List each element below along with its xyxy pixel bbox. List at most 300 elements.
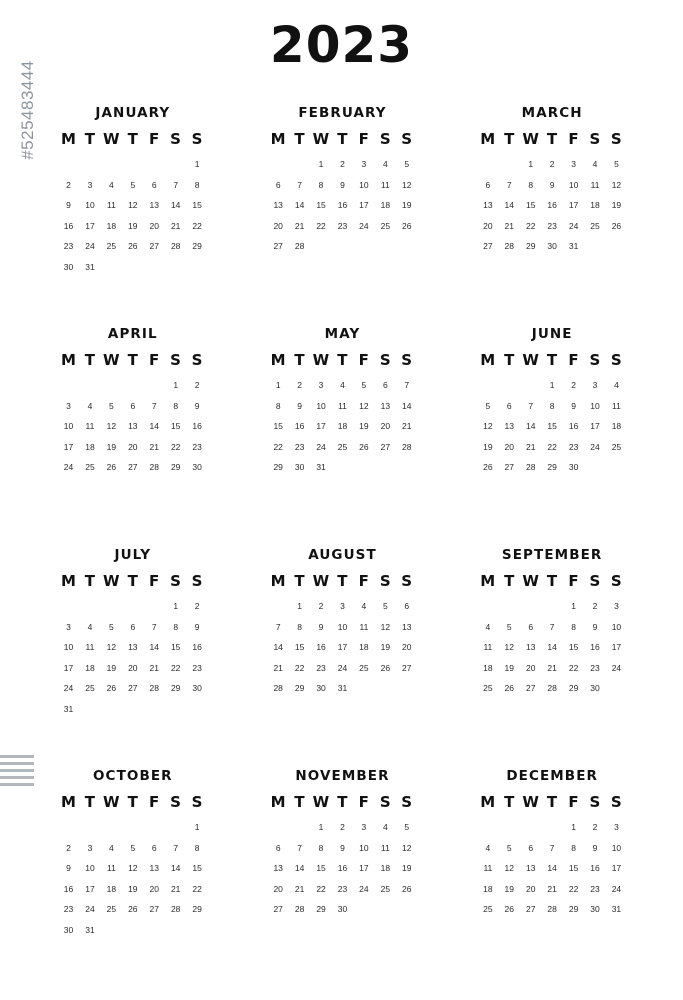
month-name: NOVEMBER (295, 768, 390, 784)
day-cell: 3 (614, 601, 619, 611)
day-cell: 8 (275, 400, 281, 411)
day-cell: 3 (66, 621, 71, 632)
day-cell: 15 (316, 863, 326, 873)
weekday-header: F (149, 793, 160, 811)
day-cell: 4 (87, 621, 93, 632)
day-cell: 1 (528, 159, 534, 169)
day-cell: 5 (130, 179, 136, 190)
day-cell: 25 (483, 904, 493, 914)
day-cell: 30 (547, 241, 557, 251)
day-cell: 9 (549, 179, 555, 190)
day-cell: 28 (547, 683, 557, 693)
month-block (449, 547, 655, 768)
day-cell: 5 (506, 842, 512, 853)
day-cell: 30 (192, 683, 202, 693)
weekday-header: W (522, 793, 540, 811)
day-cell: 23 (590, 883, 600, 894)
day-cell-empty (477, 375, 498, 396)
weekday-header: W (312, 793, 330, 811)
day-cell: 13 (149, 863, 159, 873)
day-cell: 19 (483, 441, 493, 452)
day-cell: 28 (149, 683, 159, 693)
day-cell: 25 (106, 241, 117, 251)
page-title: 2023 (269, 16, 414, 74)
month-days-grid (477, 817, 627, 920)
day-cell: 1 (571, 601, 576, 611)
day-cell: 5 (109, 400, 114, 411)
day-cell: 13 (504, 421, 515, 431)
day-cell: 24 (85, 241, 95, 251)
day-cell: 27 (128, 462, 138, 472)
weekday-header: T (294, 793, 305, 811)
day-cell: 10 (611, 621, 622, 632)
day-cell-empty (477, 596, 498, 617)
weekday-header-row (58, 793, 208, 811)
day-cell: 6 (130, 621, 136, 632)
weekday-header: F (149, 130, 160, 148)
day-cell: 21 (294, 883, 305, 894)
weekday-header: T (84, 793, 96, 811)
day-cell: 1 (571, 822, 576, 832)
day-cell: 27 (128, 683, 138, 693)
day-cell: 2 (297, 380, 302, 390)
weekday-header: S (589, 572, 601, 590)
day-cell-empty (122, 817, 143, 838)
day-cell: 2 (66, 179, 71, 190)
day-cell: 20 (525, 662, 536, 673)
day-cell: 1 (173, 601, 179, 611)
month-name: MAY (324, 326, 361, 342)
day-cell: 21 (525, 441, 536, 452)
day-cell: 25 (590, 220, 600, 231)
weekday-header: F (149, 572, 160, 590)
weekday-header: M (270, 572, 286, 590)
day-cell: 9 (592, 842, 598, 853)
weekday-header: M (60, 351, 77, 369)
day-cell: 16 (316, 642, 326, 652)
day-cell: 31 (63, 703, 74, 714)
month-name: JANUARY (95, 105, 171, 121)
day-cell-empty (144, 596, 165, 617)
weekday-header: M (480, 572, 496, 590)
month-block (449, 326, 655, 547)
weekday-header: T (504, 351, 515, 369)
day-cell: 7 (506, 179, 512, 190)
day-cell: 18 (85, 441, 95, 452)
day-cell-empty (267, 596, 288, 617)
day-cell: 15 (294, 642, 305, 652)
day-cell: 2 (318, 601, 324, 611)
day-cell-empty (58, 375, 79, 396)
day-cell: 27 (525, 904, 536, 914)
weekday-header-row (58, 130, 208, 148)
day-cell-empty (101, 154, 122, 175)
weekday-header-row (477, 793, 627, 811)
day-cell: 26 (611, 220, 622, 231)
day-cell-empty (499, 154, 520, 175)
weekday-header: T (294, 351, 305, 369)
day-cell-empty (541, 817, 562, 838)
day-cell-empty (101, 375, 122, 396)
day-cell: 12 (611, 179, 622, 190)
day-cell: 24 (590, 441, 600, 452)
day-cell: 22 (525, 220, 536, 231)
day-cell: 12 (359, 400, 369, 411)
day-cell: 23 (547, 220, 557, 231)
day-cell: 30 (590, 904, 600, 914)
day-cell: 2 (549, 159, 555, 169)
day-cell: 3 (361, 822, 367, 832)
day-cell: 3 (87, 179, 93, 190)
weekday-header: T (546, 130, 558, 148)
day-cell: 24 (63, 462, 74, 472)
day-cell: 5 (404, 159, 410, 169)
day-cell: 28 (149, 462, 159, 472)
day-cell: 19 (106, 662, 117, 673)
day-cell: 26 (128, 241, 138, 251)
weekday-header: T (337, 793, 348, 811)
day-cell: 3 (66, 400, 71, 411)
day-cell: 17 (590, 421, 600, 431)
day-cell: 15 (273, 421, 283, 431)
day-cell: 26 (504, 904, 515, 914)
day-cell: 21 (547, 662, 557, 673)
weekday-header: W (312, 130, 330, 148)
day-cell: 20 (149, 220, 159, 231)
day-cell: 22 (568, 662, 579, 673)
day-cell: 22 (170, 441, 181, 452)
day-cell: 28 (547, 904, 557, 914)
day-cell: 4 (614, 380, 619, 390)
day-cell: 28 (273, 683, 283, 693)
day-cell: 20 (525, 883, 536, 894)
day-cell: 25 (611, 441, 622, 452)
weekday-header: S (191, 351, 203, 369)
month-days-grid (267, 817, 417, 920)
weekday-header-row (477, 351, 627, 369)
day-cell: 1 (318, 159, 324, 169)
day-cell: 7 (173, 179, 179, 190)
weekday-header: M (480, 793, 496, 811)
weekday-header: S (379, 351, 391, 369)
day-cell: 20 (504, 441, 515, 452)
day-cell: 26 (359, 441, 369, 452)
day-cell: 25 (337, 441, 348, 452)
day-cell: 17 (611, 642, 622, 652)
day-cell: 23 (63, 904, 74, 914)
day-cell: 29 (192, 241, 202, 251)
day-cell: 21 (170, 883, 181, 894)
weekday-header: T (337, 572, 348, 590)
day-cell: 15 (568, 642, 579, 652)
day-cell: 14 (149, 421, 159, 431)
day-cell: 22 (316, 883, 326, 894)
day-cell: 7 (297, 179, 302, 190)
day-cell-empty (58, 596, 79, 617)
day-cell: 29 (525, 241, 536, 251)
day-cell: 19 (504, 662, 515, 673)
day-cell-empty (79, 596, 100, 617)
day-cell: 1 (194, 822, 200, 832)
weekday-header: S (170, 793, 182, 811)
day-cell-empty (499, 817, 520, 838)
day-cell-empty (165, 154, 186, 175)
month-name: DECEMBER (506, 768, 599, 784)
weekday-header: S (379, 572, 391, 590)
day-cell: 4 (361, 601, 367, 611)
day-cell: 6 (275, 842, 281, 853)
weekday-header: S (191, 130, 203, 148)
day-cell: 18 (380, 863, 391, 873)
day-cell: 27 (380, 441, 391, 452)
day-cell: 3 (318, 380, 324, 390)
weekday-header: T (127, 130, 139, 148)
weekday-header: S (589, 351, 601, 369)
day-cell: 22 (316, 220, 326, 231)
month-name: JULY (114, 547, 152, 563)
weekday-header: T (84, 130, 96, 148)
weekday-header-row (267, 130, 417, 148)
day-cell: 10 (337, 621, 348, 632)
day-cell: 10 (85, 200, 95, 210)
day-cell: 29 (170, 462, 181, 472)
day-cell: 15 (525, 200, 536, 210)
day-cell: 3 (592, 380, 598, 390)
day-cell: 18 (337, 421, 348, 431)
day-cell: 27 (273, 241, 283, 251)
day-cell: 31 (85, 261, 95, 272)
day-cell: 25 (380, 883, 391, 894)
day-cell: 9 (66, 200, 71, 210)
day-cell: 16 (294, 421, 305, 431)
day-cell: 15 (547, 421, 557, 431)
day-cell: 15 (170, 642, 181, 652)
month-days-grid (58, 596, 208, 719)
day-cell: 3 (361, 159, 367, 169)
day-cell: 20 (128, 441, 138, 452)
day-cell: 25 (85, 683, 95, 693)
month-block (30, 768, 236, 989)
day-cell: 19 (359, 421, 369, 431)
day-cell: 23 (337, 883, 348, 894)
day-cell: 4 (485, 842, 491, 853)
day-cell-empty (122, 375, 143, 396)
day-cell: 28 (525, 462, 536, 472)
day-cell: 10 (611, 842, 622, 853)
day-cell-empty (477, 817, 498, 838)
day-cell: 26 (483, 462, 493, 472)
day-cell: 1 (549, 380, 555, 390)
day-cell: 7 (297, 842, 302, 853)
weekday-header: T (504, 572, 515, 590)
month-days-grid (58, 154, 208, 277)
day-cell: 11 (380, 179, 390, 190)
day-cell: 21 (149, 441, 159, 452)
weekday-header: T (294, 130, 305, 148)
day-cell: 16 (63, 883, 74, 894)
day-cell: 30 (192, 462, 202, 472)
weekday-header: M (480, 351, 496, 369)
day-cell: 19 (504, 883, 515, 894)
day-cell-empty (101, 596, 122, 617)
day-cell: 22 (192, 220, 202, 231)
day-cell: 4 (340, 380, 345, 390)
day-cell: 16 (63, 220, 74, 231)
day-cell: 5 (382, 601, 388, 611)
day-cell: 21 (547, 883, 557, 894)
day-cell: 23 (590, 662, 600, 673)
day-cell: 10 (85, 863, 95, 873)
day-cell: 24 (359, 883, 369, 894)
month-name: OCTOBER (92, 768, 173, 784)
weekday-header: S (191, 572, 203, 590)
day-cell: 27 (149, 241, 159, 251)
weekday-header: F (568, 351, 579, 369)
day-cell: 21 (170, 220, 181, 231)
weekday-header: F (358, 572, 370, 590)
month-days-grid (58, 817, 208, 940)
day-cell: 18 (85, 662, 95, 673)
day-cell: 10 (359, 842, 369, 853)
day-cell: 18 (106, 220, 117, 231)
weekday-header: S (170, 130, 182, 148)
weekday-header-row (267, 793, 417, 811)
day-cell: 24 (359, 220, 369, 231)
day-cell: 5 (130, 842, 136, 853)
weekday-header: M (270, 793, 286, 811)
day-cell: 14 (504, 200, 515, 210)
day-cell: 2 (592, 601, 598, 611)
day-cell: 24 (63, 683, 74, 693)
day-cell: 27 (504, 462, 515, 472)
day-cell: 19 (402, 200, 412, 210)
day-cell: 23 (337, 220, 348, 231)
day-cell: 3 (571, 159, 576, 169)
day-cell: 8 (318, 179, 324, 190)
day-cell: 29 (170, 683, 181, 693)
day-cell-empty (165, 817, 186, 838)
day-cell: 12 (128, 200, 138, 210)
month-block (30, 326, 236, 547)
day-cell: 14 (170, 863, 181, 873)
watermark-overlay (0, 0, 37, 1000)
day-cell: 20 (402, 642, 412, 652)
day-cell: 4 (87, 400, 93, 411)
day-cell: 26 (380, 662, 391, 673)
day-cell: 30 (568, 462, 579, 472)
day-cell: 7 (151, 400, 157, 411)
day-cell: 12 (504, 863, 515, 873)
weekday-header: S (589, 793, 601, 811)
day-cell: 4 (485, 621, 491, 632)
day-cell-empty (267, 154, 288, 175)
weekday-header-row (267, 351, 417, 369)
day-cell: 30 (63, 261, 74, 272)
day-cell: 16 (568, 421, 579, 431)
month-name: MARCH (521, 105, 583, 121)
day-cell: 15 (316, 200, 326, 210)
day-cell: 18 (483, 662, 493, 673)
weekday-header: W (312, 351, 330, 369)
day-cell: 26 (106, 683, 117, 693)
weekday-header: W (522, 572, 540, 590)
weekday-header: S (610, 351, 622, 369)
day-cell: 6 (151, 842, 157, 853)
day-cell: 7 (151, 621, 157, 632)
day-cell: 28 (294, 241, 305, 251)
day-cell: 8 (571, 842, 576, 853)
weekday-header: M (60, 572, 77, 590)
weekday-header: F (149, 351, 160, 369)
day-cell: 24 (611, 662, 622, 673)
weekday-header: F (568, 793, 579, 811)
day-cell: 14 (402, 400, 412, 411)
day-cell: 6 (506, 400, 512, 411)
day-cell: 2 (340, 159, 345, 169)
day-cell: 29 (294, 683, 305, 693)
weekday-header: T (504, 793, 515, 811)
day-cell: 9 (340, 842, 345, 853)
day-cell: 10 (359, 179, 369, 190)
day-cell: 23 (63, 241, 74, 251)
weekday-header: T (337, 351, 348, 369)
day-cell: 17 (63, 662, 74, 673)
day-cell: 6 (528, 842, 534, 853)
month-name: FEBRUARY (298, 105, 387, 121)
day-cell: 4 (109, 842, 114, 853)
day-cell: 23 (316, 662, 326, 673)
day-cell: 1 (318, 822, 324, 832)
month-block (449, 105, 655, 326)
day-cell: 12 (483, 421, 493, 431)
day-cell: 19 (380, 642, 391, 652)
day-cell: 9 (297, 400, 302, 411)
day-cell: 25 (483, 683, 493, 693)
day-cell: 29 (568, 683, 579, 693)
day-cell: 23 (568, 441, 579, 452)
day-cell: 22 (273, 441, 283, 452)
day-cell: 21 (294, 220, 305, 231)
weekday-header: S (401, 793, 413, 811)
day-cell: 6 (382, 380, 388, 390)
day-cell: 16 (337, 200, 348, 210)
day-cell: 12 (106, 421, 117, 431)
day-cell: 12 (106, 642, 117, 652)
day-cell: 6 (528, 621, 534, 632)
day-cell: 13 (273, 863, 283, 873)
day-cell: 9 (318, 621, 324, 632)
month-days-grid (477, 596, 627, 699)
day-cell-empty (267, 817, 288, 838)
day-cell: 26 (106, 462, 117, 472)
day-cell: 11 (483, 863, 493, 873)
day-cell: 14 (525, 421, 536, 431)
day-cell: 10 (63, 421, 74, 431)
day-cell: 29 (273, 462, 283, 472)
weekday-header-row (267, 572, 417, 590)
day-cell: 22 (568, 883, 579, 894)
weekday-header: T (546, 793, 558, 811)
day-cell: 31 (85, 924, 95, 935)
day-cell: 29 (316, 904, 326, 914)
day-cell: 11 (612, 400, 621, 411)
day-cell: 12 (504, 642, 515, 652)
day-cell: 17 (85, 220, 95, 231)
day-cell: 13 (525, 863, 536, 873)
day-cell-empty (144, 154, 165, 175)
day-cell: 13 (380, 400, 391, 411)
weekday-header: F (568, 130, 579, 148)
